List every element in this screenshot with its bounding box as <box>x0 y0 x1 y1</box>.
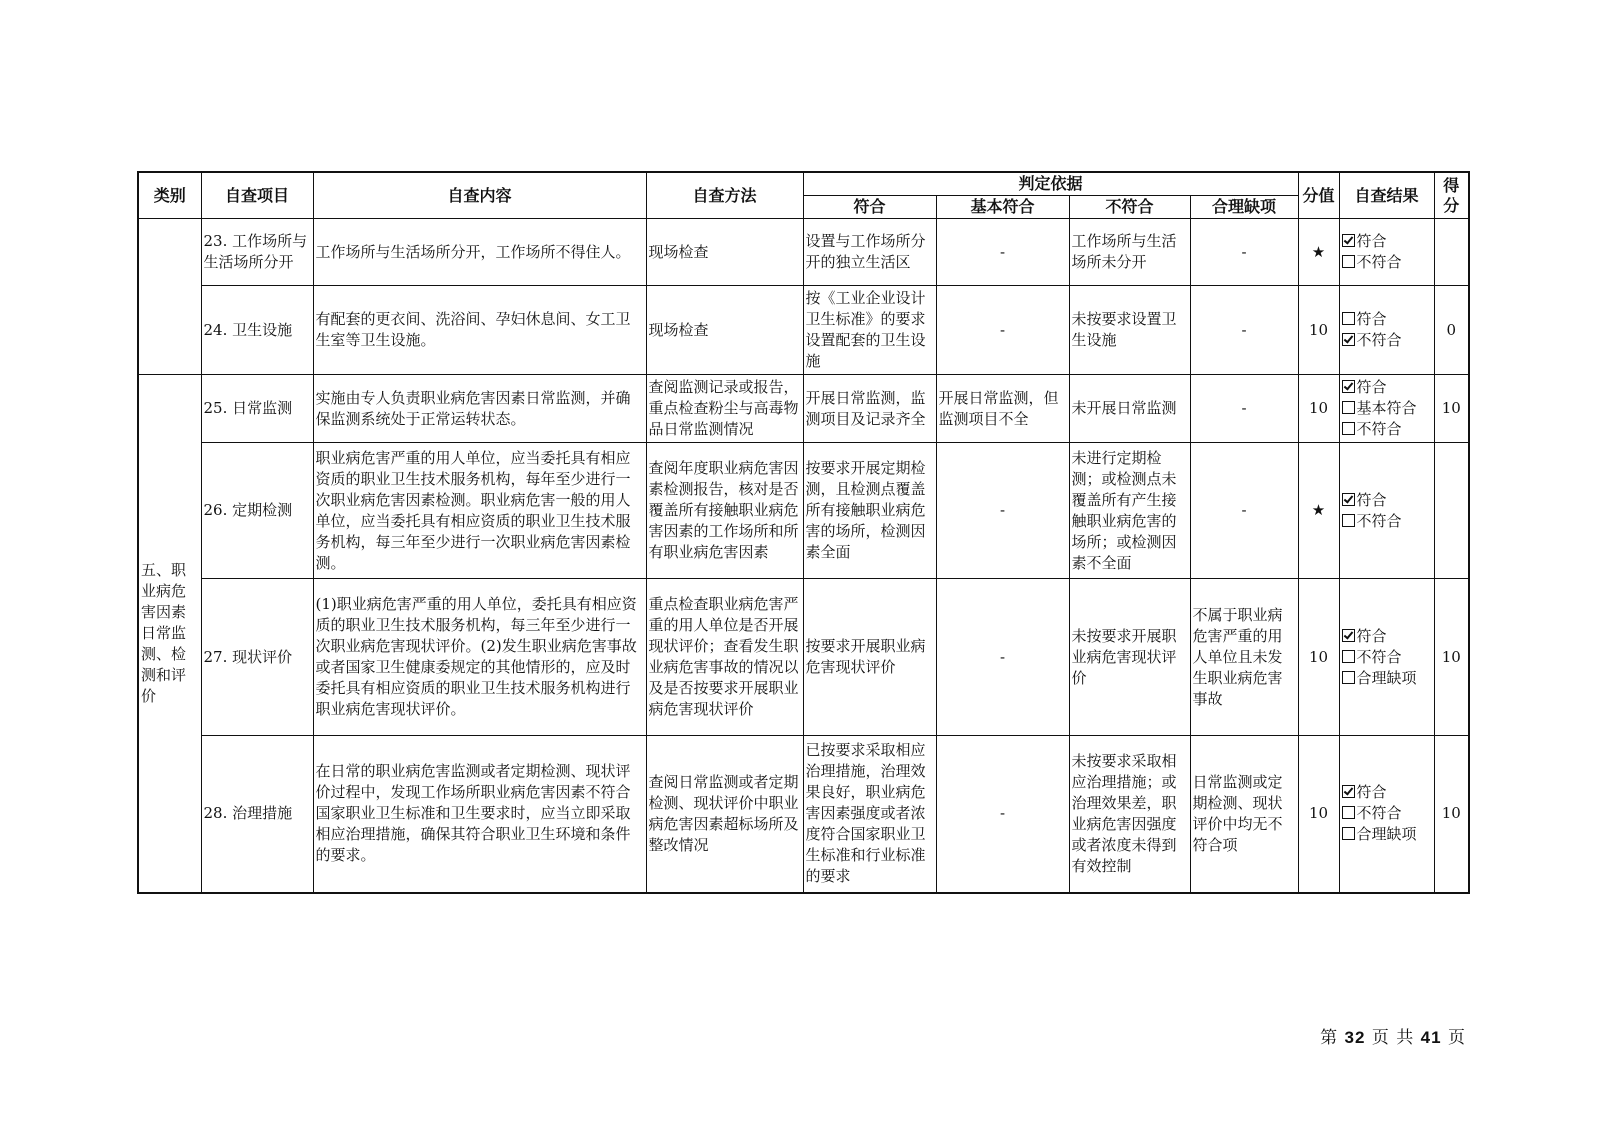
total-page-number: 41 <box>1420 1028 1442 1047</box>
header-conform: 符合 <box>803 196 936 219</box>
checkbox-icon[interactable] <box>1342 785 1355 798</box>
conform-cell: 按《工业企业设计卫生标准》的要求设置配套的卫生设施 <box>803 286 936 375</box>
basic-conform-cell: 开展日常监测，但监测项目不全 <box>936 375 1069 443</box>
score-cell: 10 <box>1434 736 1469 893</box>
table-row <box>138 286 1469 375</box>
score-cell: 0 <box>1434 286 1469 375</box>
checkbox-icon[interactable] <box>1342 671 1355 684</box>
conform-cell: 按要求开展定期检测，且检测点覆盖所有接触职业病危害的场所，检测因素全面 <box>803 443 936 579</box>
header-content: 自查内容 <box>313 172 646 219</box>
table-row <box>138 443 1469 579</box>
content-cell: 有配套的更衣间、洗浴间、孕妇休息间、女工卫生室等卫生设施。 <box>313 286 646 375</box>
conform-cell: 已按要求采取相应治理措施，治理效果良好，职业病危害因素强度或者浓度符合国家职业卫生标准和行业标准的要求 <box>803 736 936 893</box>
result-label: 符合 <box>1356 783 1387 802</box>
item-cell: 26. 定期检测 <box>201 443 313 579</box>
reasonable-missing-cell: 不属于职业病危害严重的用人单位且未发生职业病危害事故 <box>1190 579 1298 736</box>
result-label: 符合 <box>1356 626 1387 645</box>
result-cell <box>1339 286 1434 375</box>
footer-prefix: 第 <box>1320 1028 1339 1048</box>
result-label: 合理缺项 <box>1356 825 1417 844</box>
checkbox-icon[interactable] <box>1342 827 1355 840</box>
result-label: 不符合 <box>1356 253 1402 271</box>
basic-conform-cell: - <box>936 443 1069 579</box>
result-option[interactable] <box>1342 511 1432 532</box>
method-cell: 现场检查 <box>646 219 803 286</box>
value-cell: ★ <box>1298 443 1339 579</box>
score-cell <box>1434 443 1469 579</box>
score-cell: 10 <box>1434 579 1469 736</box>
result-label: 不符合 <box>1356 804 1402 823</box>
result-option[interactable] <box>1342 309 1432 330</box>
nonconform-cell: 未开展日常监测 <box>1069 375 1190 443</box>
nonconform-cell: 未按要求开展职业病危害现状评价 <box>1069 579 1190 736</box>
result-option[interactable] <box>1342 803 1432 824</box>
value-cell: 10 <box>1298 579 1339 736</box>
basic-conform-cell: - <box>936 286 1069 375</box>
reasonable-missing-cell: - <box>1190 219 1298 286</box>
result-cell <box>1339 219 1434 286</box>
table-row <box>138 219 1469 286</box>
content-cell: 职业病危害严重的用人单位，应当委托具有相应资质的职业卫生技术服务机构，每年至少进行一次职业病危害因素检测。职业病危害一般的用人单位，应当委托具有相应资质的职业卫生技术服务机构，每三年至少进行一次职业病危害因素检测。 <box>313 443 646 579</box>
checkbox-icon[interactable] <box>1342 255 1355 268</box>
checkbox-icon[interactable] <box>1342 333 1355 346</box>
basic-conform-cell: - <box>936 579 1069 736</box>
result-label: 基本符合 <box>1356 399 1417 417</box>
checkbox-icon[interactable] <box>1342 234 1355 247</box>
result-cell <box>1339 736 1434 893</box>
header-basic-conform: 基本符合 <box>936 196 1069 219</box>
result-option[interactable] <box>1342 824 1432 845</box>
content-cell: 工作场所与生活场所分开，工作场所不得住人。 <box>313 219 646 286</box>
value-cell: 10 <box>1298 286 1339 375</box>
checkbox-icon[interactable] <box>1342 312 1355 325</box>
checkbox-icon[interactable] <box>1342 380 1355 393</box>
score-cell: 10 <box>1434 375 1469 443</box>
value-cell: 10 <box>1298 375 1339 443</box>
table-row <box>138 579 1469 736</box>
result-label: 符合 <box>1356 490 1387 509</box>
result-label: 不符合 <box>1356 647 1402 666</box>
item-cell: 27. 现状评价 <box>201 579 313 736</box>
basic-conform-cell: - <box>936 736 1069 893</box>
header-nonconform: 不符合 <box>1069 196 1190 219</box>
header-method: 自查方法 <box>646 172 803 219</box>
basic-conform-cell: - <box>936 219 1069 286</box>
value-cell: ★ <box>1298 219 1339 286</box>
header-category: 类别 <box>138 172 201 219</box>
result-label: 不符合 <box>1356 511 1402 530</box>
current-page-number: 32 <box>1344 1028 1366 1047</box>
checkbox-icon[interactable] <box>1342 650 1355 663</box>
content-cell: 实施由专人负责职业病危害因素日常监测，并确保监测系统处于正常运转状态。 <box>313 375 646 443</box>
result-option[interactable] <box>1342 377 1432 398</box>
reasonable-missing-cell: - <box>1190 443 1298 579</box>
result-label: 不符合 <box>1356 331 1402 349</box>
content-cell: 在日常的职业病危害监测或者定期检测、现状评价过程中，发现工作场所职业病危害因素不符合国家职业卫生标准和卫生要求时，应当立即采取相应治理措施，确保其符合职业卫生环境和条件的要求。 <box>313 736 646 893</box>
footer-mid: 页 共 <box>1371 1028 1415 1048</box>
result-label: 符合 <box>1356 232 1387 250</box>
result-option[interactable] <box>1342 668 1432 689</box>
item-cell: 28. 治理措施 <box>201 736 313 893</box>
reasonable-missing-cell: 日常监测或定期检测、现状评价中均无不符合项 <box>1190 736 1298 893</box>
result-option[interactable] <box>1342 626 1432 647</box>
self-inspection-table <box>137 171 1470 894</box>
value-cell: 10 <box>1298 736 1339 893</box>
checkbox-icon[interactable] <box>1342 493 1355 506</box>
table-row <box>138 375 1469 443</box>
header-score-value: 分值 <box>1298 172 1339 219</box>
nonconform-cell: 未按要求设置卫生设施 <box>1069 286 1190 375</box>
result-label: 不符合 <box>1356 420 1402 438</box>
category-cell: 五、职业病危害因素日常监测、检测和评价 <box>138 375 201 893</box>
result-option[interactable] <box>1342 490 1432 511</box>
score-cell <box>1434 219 1469 286</box>
checkbox-icon[interactable] <box>1342 629 1355 642</box>
result-cell <box>1339 443 1434 579</box>
method-cell: 查阅年度职业病危害因素检测报告，核对是否覆盖所有接触职业病危害因素的工作场所和所有职业病危害因素 <box>646 443 803 579</box>
checkbox-icon[interactable] <box>1342 806 1355 819</box>
header-score: 得分 <box>1434 172 1469 219</box>
header-basis: 判定依据 <box>803 172 1298 196</box>
conform-cell: 按要求开展职业病危害现状评价 <box>803 579 936 736</box>
result-option[interactable] <box>1342 419 1432 440</box>
checkbox-icon[interactable] <box>1342 514 1355 527</box>
table-row <box>138 736 1469 893</box>
result-label: 符合 <box>1356 310 1387 328</box>
result-option[interactable] <box>1342 231 1432 252</box>
reasonable-missing-cell: - <box>1190 286 1298 375</box>
header-reasonable-missing: 合理缺项 <box>1190 196 1298 219</box>
result-cell <box>1339 375 1434 443</box>
reasonable-missing-cell: - <box>1190 375 1298 443</box>
method-cell: 重点检查职业病危害严重的用人单位是否开展现状评价；查看发生职业病危害事故的情况以及是否按要求开展职业病危害现状评价 <box>646 579 803 736</box>
item-cell: 24. 卫生设施 <box>201 286 313 375</box>
nonconform-cell: 未按要求采取相应治理措施；或治理效果差，职业病危害因强度或者浓度未得到有效控制 <box>1069 736 1190 893</box>
category-cell <box>138 219 201 375</box>
method-cell: 现场检查 <box>646 286 803 375</box>
checkbox-icon[interactable] <box>1342 422 1355 435</box>
result-option[interactable] <box>1342 330 1432 351</box>
footer-suffix: 页 <box>1448 1028 1466 1048</box>
method-cell: 查阅日常监测或者定期检测、现状评价中职业病危害因素超标场所及整改情况 <box>646 736 803 893</box>
method-cell: 查阅监测记录或报告，重点检查粉尘与高毒物品日常监测情况 <box>646 375 803 443</box>
result-option[interactable] <box>1342 647 1432 668</box>
nonconform-cell: 未进行定期检测；或检测点未覆盖所有产生接触职业病危害的场所；或检测因素不全面 <box>1069 443 1190 579</box>
item-cell: 23. 工作场所与生活场所分开 <box>201 219 313 286</box>
content-cell: (1)职业病危害严重的用人单位，委托具有相应资质的职业卫生技术服务机构，每三年至少进行一次职业病危害现状评价。(2)发生职业病危害事故或者国家卫生健康委规定的其他情形的，应及时委托具有相应资质的职业卫生技术服务机构进行职业病危害现状评价。 <box>313 579 646 736</box>
result-option[interactable] <box>1342 398 1432 419</box>
page-footer <box>1320 1023 1466 1048</box>
result-option[interactable] <box>1342 252 1432 273</box>
result-label: 符合 <box>1356 378 1387 396</box>
item-cell: 25. 日常监测 <box>201 375 313 443</box>
result-cell <box>1339 579 1434 736</box>
checkbox-icon[interactable] <box>1342 401 1355 414</box>
nonconform-cell: 工作场所与生活场所未分开 <box>1069 219 1190 286</box>
result-label: 合理缺项 <box>1356 668 1417 687</box>
header-result: 自查结果 <box>1339 172 1434 219</box>
result-option[interactable] <box>1342 782 1432 803</box>
header-item: 自查项目 <box>201 172 313 219</box>
conform-cell: 设置与工作场所分开的独立生活区 <box>803 219 936 286</box>
conform-cell: 开展日常监测，监测项目及记录齐全 <box>803 375 936 443</box>
